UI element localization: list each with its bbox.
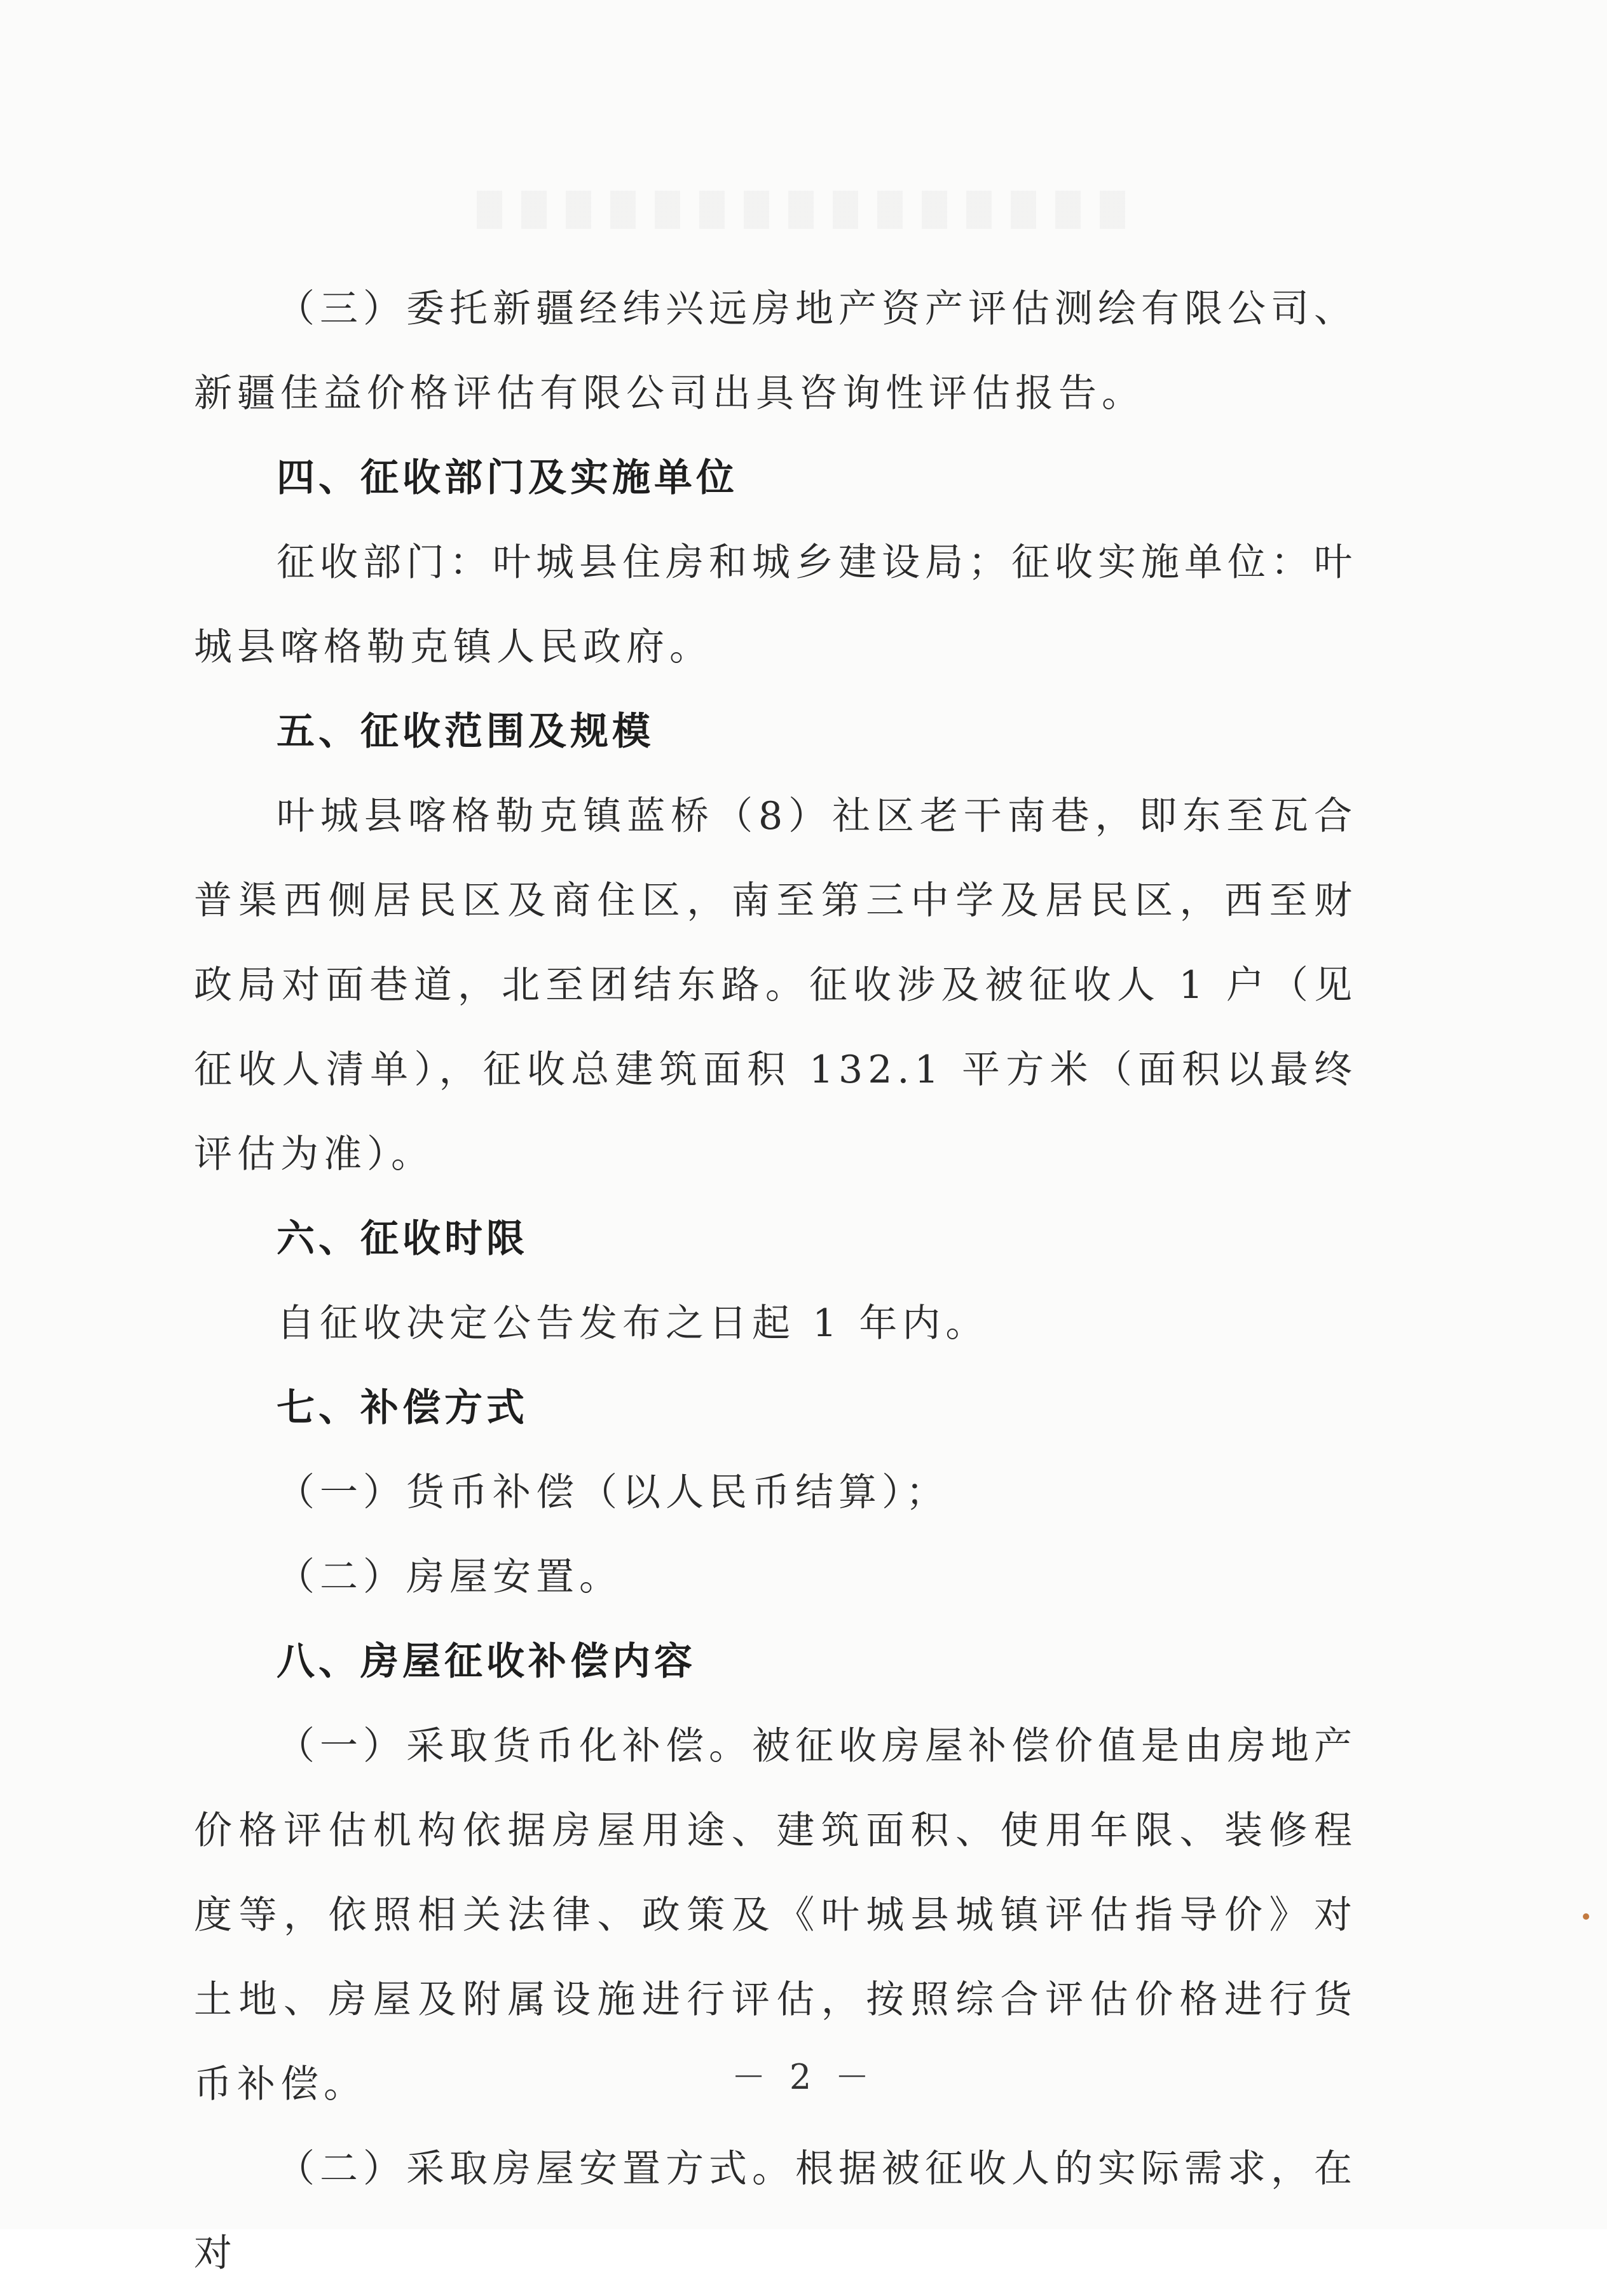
scan-dot-mark bbox=[1583, 1913, 1589, 1920]
document-body bbox=[194, 267, 1357, 2296]
heading-department: 四、征收部门及实施单位 bbox=[277, 456, 738, 500]
heading-compensation-method: 七、补偿方式 bbox=[277, 1386, 528, 1430]
paragraph-time-limit: 自征收决定公告发布之日起 1 年内。 bbox=[277, 1301, 989, 1346]
paragraph-scope: 叶城县喀格勒克镇蓝桥（8）社区老干南巷，即东至瓦合普渠西侧居民区及商住区，南至第三中学及居民区，西至财政局对面巷道，北至团结东路。征收涉及被征收人 1 户（见征收人清单），征收总建筑面积 132.1 平方米（面积以最终评估为准）。 bbox=[194, 794, 1357, 1177]
page-number: － 2 － bbox=[731, 2057, 876, 2097]
heading-time-limit: 六、征收时限 bbox=[277, 1217, 528, 1261]
paragraph-appraisal-entrust: （三）委托新疆经纬兴远房地产资产评估测绘有限公司、新疆佳益价格评估有限公司出具咨询性评估报告。 bbox=[194, 287, 1357, 416]
paragraph-monetary-compensation: （一）货币补偿（以人民币结算）； bbox=[277, 1470, 949, 1515]
paragraph-housing-placement: （二）房屋安置。 bbox=[277, 1555, 622, 1599]
heading-scope: 五、征收范围及规模 bbox=[277, 709, 654, 754]
paragraph-department: 征收部门：叶城县住房和城乡建设局；征收实施单位：叶城县喀格勒克镇人民政府。 bbox=[194, 540, 1357, 669]
heading-compensation-content: 八、房屋征收补偿内容 bbox=[277, 1639, 696, 1684]
bleed-through-header bbox=[477, 191, 1144, 229]
paragraph-monetized-compensation: （一）采取货币化补偿。被征收房屋补偿价值是由房地产价格评估机构依据房屋用途、建筑面积、使用年限、装修程度等，依照相关法律、政策及《叶城县城镇评估指导价》对土地、房屋及附属设施进行评估，按照综合评估价格进行货币补偿。 bbox=[194, 1724, 1357, 2107]
paragraph-placement-method: （二）采取房屋安置方式。根据被征收人的实际需求，在对 bbox=[194, 2147, 1357, 2276]
